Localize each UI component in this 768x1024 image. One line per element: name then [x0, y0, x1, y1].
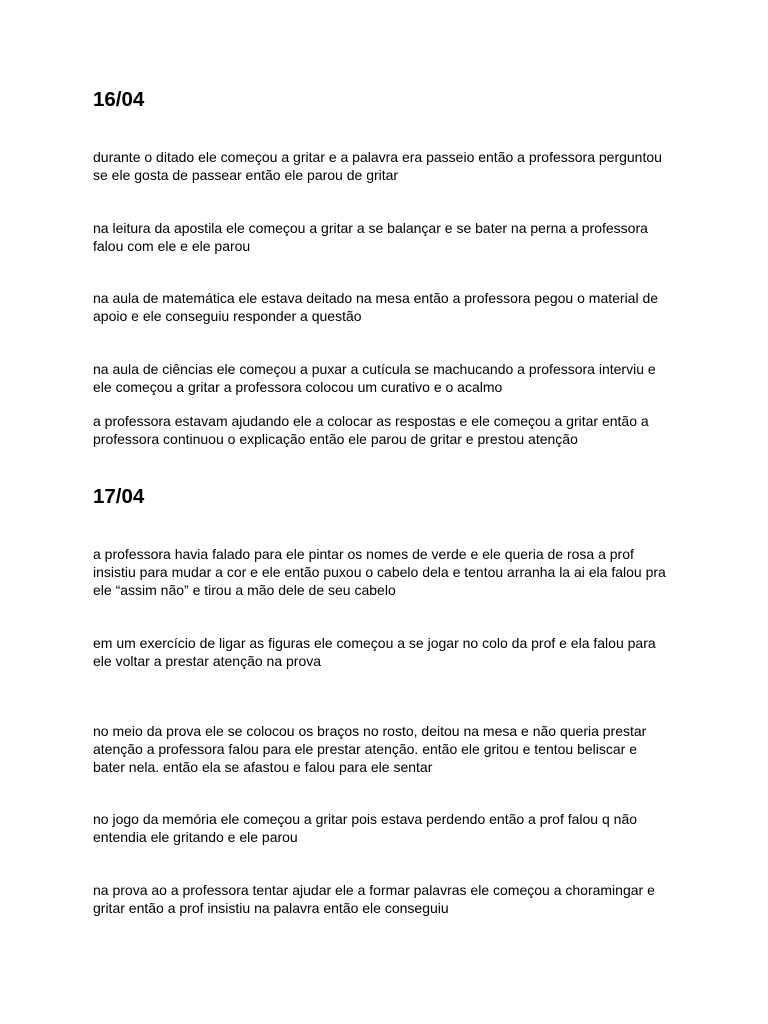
- note-paragraph: a professora estavam ajudando ele a colocar as respostas e ele começou a gritar então a professora continuou o explicação então ele parou de gritar e prestou atenção: [93, 413, 649, 447]
- date-heading-17-04: 17/04: [93, 485, 145, 508]
- note-paragraph: no meio da prova ele se colocou os braços no rosto, deitou na mesa e não queria prestar atenção a professora falou para ele prestar atenção. então ele gritou e tentou beliscar e bater nela. então ela se afastou e falou para ele sentar: [93, 723, 647, 775]
- note-paragraph: a professora havia falado para ele pintar os nomes de verde e ele queria de rosa a prof insistiu para mudar a cor e ele então puxou o cabelo dela e tentou arranha la ai ela falou pra ele “assim não” e tirou a mão dele de seu cabelo: [93, 546, 666, 598]
- note-paragraph: na leitura da apostila ele começou a gritar a se balançar e se bater na perna a professora falou com ele e ele parou: [93, 220, 648, 254]
- note-paragraph: no jogo da memória ele começou a gritar pois estava perdendo então a prof falou q não entendia ele gritando e ele parou: [93, 811, 638, 845]
- note-paragraph: durante o ditado ele começou a gritar e a palavra era passeio então a professora perguntou se ele gosta de passear então ele parou de gritar: [93, 149, 662, 183]
- note-paragraph: na aula de ciências ele começou a puxar a cutícula se machucando a professora interviu e ele começou a gritar a professora colocou um curativo e o acalmo: [93, 361, 656, 395]
- date-heading-16-04: 16/04: [93, 88, 145, 111]
- note-paragraph: na prova ao a professora tentar ajudar ele a formar palavras ele começou a choramingar e gritar então a prof insistiu na palavra então ele conseguiu: [93, 882, 655, 916]
- note-paragraph: na aula de matemática ele estava deitado na mesa então a professora pegou o material de apoio e ele conseguiu responder a questão: [93, 290, 659, 324]
- note-paragraph: em um exercício de ligar as figuras ele começou a se jogar no colo da prof e ela falou para ele voltar a prestar atenção na prova: [93, 635, 656, 669]
